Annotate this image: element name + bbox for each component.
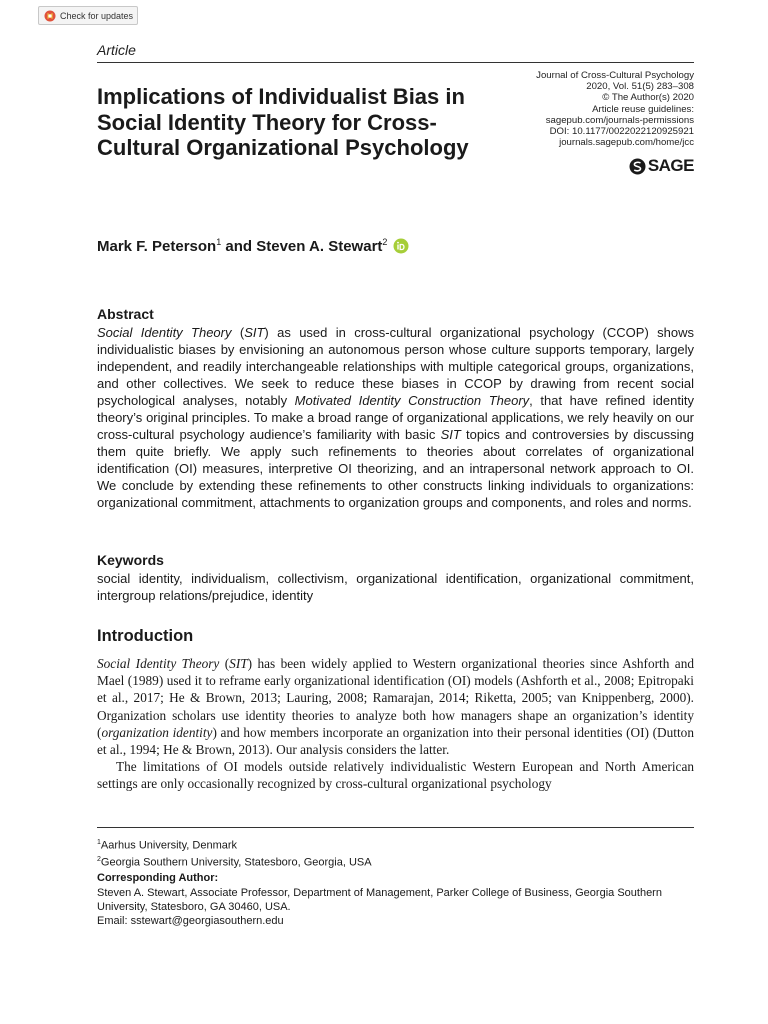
keywords-heading: Keywords	[97, 552, 164, 568]
intro-text-part: ) has been widely applied to Western organizational theories since Ashforth and Mael (1989) used it to reframe early organizational identification (OI) models (Ashforth et al., 2008; Epitropaki et al., 2017; He & Brown, 2013; Lauring, 2008; Ramarajan, 2014; Riketta, 2005; van Knippenberg, 2000). Organization scholars use identity theories to analyze both how managers shape an organization’s identity (	[97, 656, 694, 740]
intro-italic-2: SIT	[229, 656, 248, 671]
intro-text-part: ) and how members incorporate an organization into their personal identities (OI) (Dutton et al., 1994; He & Brown, 2013). Our analysis considers the latter.	[97, 724, 694, 758]
intro-italic-3: organization identity	[101, 724, 213, 740]
doi-link[interactable]: DOI: 10.1177/0022022120925921	[549, 126, 694, 138]
abstract-text	[97, 324, 694, 511]
introduction-paragraph-1	[97, 655, 694, 758]
affiliations	[97, 836, 372, 869]
abstract-text-part: (	[231, 325, 245, 340]
corresponding-author-address: Steven A. Stewart, Associate Professor, Department of Management, Parker College of Business, Georgia Southern University, Statesboro, GA 30460, USA.	[97, 887, 662, 913]
check-for-updates-button[interactable]	[38, 6, 138, 25]
publisher-logo	[629, 156, 694, 176]
author-joiner: and	[221, 238, 257, 255]
crossmark-icon	[44, 10, 56, 22]
journal-name: Journal of Cross-Cultural Psychology	[536, 70, 694, 81]
corresponding-author-heading: Corresponding Author:	[97, 872, 219, 884]
article-title: Implications of Individualist Bias in Social Identity Theory for Cross-Cultural Organizational Psychology	[97, 84, 469, 160]
abstract-text-italic-4: SIT	[440, 427, 461, 442]
publisher-logo-text: SAGE	[647, 156, 694, 175]
permissions-link[interactable]: sagepub.com/journals-permissions	[545, 114, 694, 126]
copyright-line: © The Author(s) 2020	[602, 92, 694, 104]
author-line	[97, 237, 409, 255]
affiliation-1-text: Aarhus University, Denmark	[100, 839, 238, 852]
journal-info	[464, 70, 694, 148]
corresponding-author-email[interactable]: Email: sstewart@georgiasouthern.edu	[97, 915, 284, 927]
abstract-text-italic-1: Social Identity Theory	[97, 325, 232, 340]
corresponding-author-details	[97, 886, 694, 928]
affiliation-1	[97, 836, 372, 853]
author-1: Mark F. Peterson	[97, 238, 217, 255]
author-2: Steven A. Stewart	[256, 238, 383, 255]
abstract-text-italic-2: SIT	[244, 325, 265, 340]
sage-mark-icon	[629, 158, 646, 175]
affiliation-2	[97, 853, 372, 870]
author-1-affiliation: 1	[216, 237, 222, 247]
abstract-heading: Abstract	[97, 306, 154, 322]
affiliation-2-text: Georgia Southern University, Statesboro, Georgia, USA	[100, 856, 372, 869]
intro-italic-1: Social Identity Theory	[97, 656, 220, 671]
introduction-heading: Introduction	[97, 627, 194, 645]
journal-home-link[interactable]: journals.sagepub.com/home/jcc	[559, 137, 694, 149]
abstract-text-part: ) as used in cross-cultural organizational psychology (CCOP) shows individualistic biases by envisioning an autonomous person whose culture supports temporary, largely independent, and readily interchangeable relationships with multiple categorical groups, organizations, and other collectives. We seek to reduce these biases in CCOP by drawing from recent social psychological analyses, notably	[97, 325, 694, 408]
keywords-text: social identity, individualism, collectivism, organizational identification, organizational commitment, intergroup relations/prejudice, identity	[97, 571, 694, 603]
affiliation-1-number: 1	[97, 839, 101, 846]
introduction-paragraph-2: The limitations of OI models outside relatively individualistic Western European and North American settings are only occasionally recognized by cross-cultural organizational psychology	[97, 759, 694, 792]
header-rule	[97, 62, 694, 63]
abstract-text-part: , that have refined identity theory’s original principles. To make a broad range of organizational applications, we rely heavily on our cross-cultural psychology audience’s familiarity with basic	[97, 393, 694, 442]
article-type-label: Article	[97, 42, 136, 58]
check-for-updates-label: Check for updates	[60, 10, 134, 21]
orcid-icon[interactable]	[393, 238, 409, 254]
abstract-text-part: topics and controversies by discussing them quite briefly. We apply such refinements to theories about correlates of organizational identification (OI) measures, interpretive OI theorizing, and an intrapersonal network approach to OI. We conclude by extending these refinements to other constructs linking individuals to organizations: organizational commitment, attachments to organization groups and components, and roles and norms.	[97, 427, 694, 510]
reuse-label: Article reuse guidelines:	[592, 103, 694, 115]
volume-line: 2020, Vol. 51(5) 283–308	[586, 81, 694, 93]
intro-text-part: (	[219, 656, 230, 671]
affiliation-2-number: 2	[97, 855, 101, 863]
footnote-rule	[97, 827, 694, 828]
author-2-affiliation: 2	[382, 237, 388, 247]
abstract-text-italic-3: Motivated Identity Construction Theory	[294, 393, 530, 408]
introduction-text	[97, 655, 694, 793]
